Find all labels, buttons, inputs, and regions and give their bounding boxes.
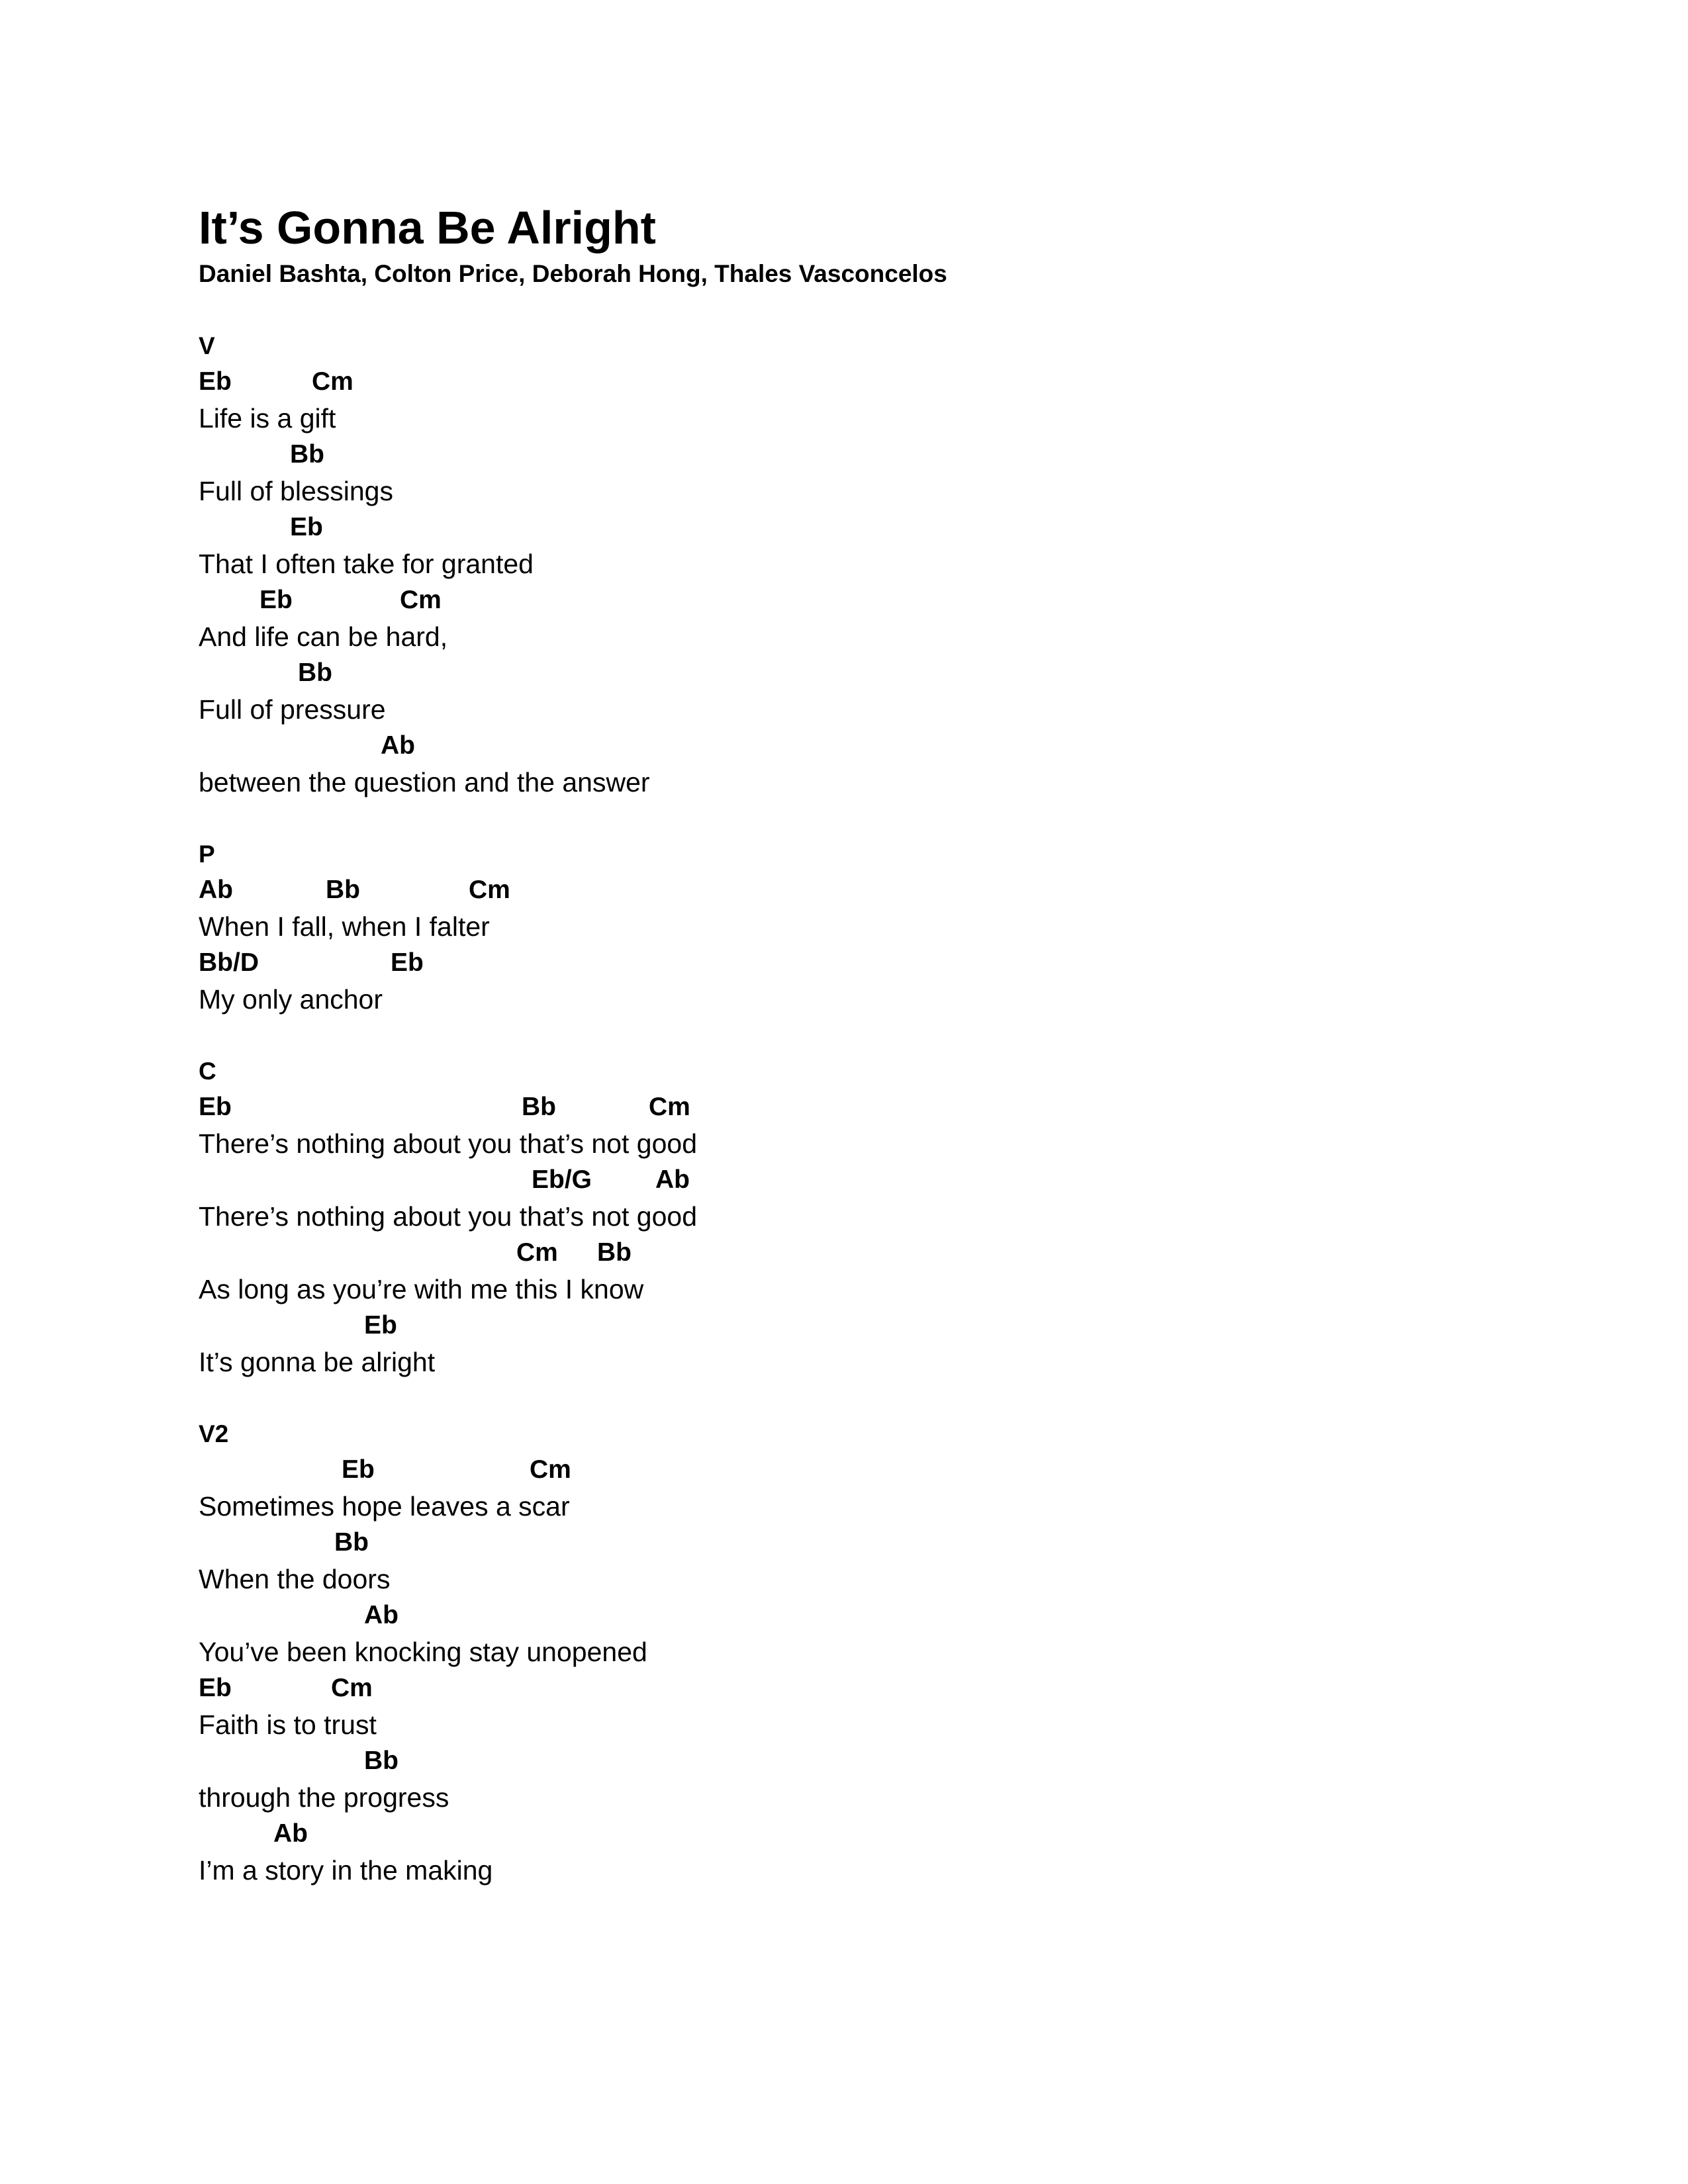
chord: Ab	[199, 876, 233, 904]
chord: Eb	[199, 1674, 232, 1702]
chord-line	[199, 1235, 1523, 1271]
section-verse	[199, 328, 1523, 801]
lyric-line: Full of pressure	[199, 694, 386, 725]
chord: Ab	[273, 1819, 308, 1848]
song-title: It’s Gonna Be Alright	[199, 202, 656, 253]
chord-line	[199, 510, 1523, 545]
chord-line	[199, 872, 1523, 908]
lyric-line: You’ve been knocking stay unopened	[199, 1637, 647, 1667]
chord: Cm	[312, 367, 353, 396]
chord: Bb	[290, 440, 324, 469]
chord-line	[199, 728, 1523, 764]
chord-line	[199, 364, 1523, 400]
lyric-line: And life can be hard,	[199, 621, 448, 652]
section-pre-chorus	[199, 837, 1523, 1018]
chord: Cm	[530, 1455, 571, 1484]
chord-line	[199, 1816, 1523, 1852]
lyric-line: Full of blessings	[199, 476, 393, 506]
lyric-line: My only anchor	[199, 984, 383, 1015]
section-label: V	[199, 332, 215, 359]
chord: Bb	[597, 1238, 632, 1267]
lyric-line: As long as you’re with me this I know	[199, 1274, 644, 1304]
lyric-line: That I often take for granted	[199, 549, 534, 579]
lyric-line: When the doors	[199, 1564, 391, 1594]
chord-line	[199, 1089, 1523, 1125]
section-label: V2	[199, 1420, 229, 1447]
chord: Bb	[326, 876, 360, 904]
chord: Bb	[334, 1528, 369, 1557]
chord: Bb/D	[199, 948, 259, 977]
chord-line	[199, 945, 1523, 981]
chord: Eb	[199, 1093, 232, 1121]
section-verse-2	[199, 1416, 1523, 1889]
chord: Eb	[199, 367, 232, 396]
chord-line	[199, 655, 1523, 691]
chord-line	[199, 1598, 1523, 1633]
chord: Cm	[400, 586, 442, 614]
chord: Bb	[522, 1093, 556, 1121]
lyric-line: through the progress	[199, 1782, 449, 1813]
song-sheet	[199, 199, 1523, 1925]
chord: Ab	[364, 1601, 399, 1629]
lyric-line: There’s nothing about you that’s not good	[199, 1128, 697, 1159]
chord: Ab	[655, 1165, 690, 1194]
lyric-line: I’m a story in the making	[199, 1855, 493, 1886]
lyric-line: Faith is to trust	[199, 1709, 377, 1740]
lyric-line: between the question and the answer	[199, 767, 650, 797]
chord: Eb	[290, 513, 323, 541]
chord: Cm	[649, 1093, 690, 1121]
chord-line	[199, 1308, 1523, 1343]
chord: Eb	[342, 1455, 375, 1484]
chord: Eb	[364, 1311, 397, 1340]
chord: Bb	[298, 659, 332, 687]
chord: Eb	[391, 948, 424, 977]
song-authors: Daniel Bashta, Colton Price, Deborah Hong, Thales Vasconcelos	[199, 260, 947, 287]
chord-line	[199, 582, 1523, 618]
song-body	[199, 328, 1523, 1889]
chord: Cm	[331, 1674, 373, 1702]
lyric-line: When I fall, when I falter	[199, 911, 490, 942]
chord: Cm	[516, 1238, 558, 1267]
chord: Bb	[364, 1747, 399, 1775]
lyric-line: It’s gonna be alright	[199, 1347, 436, 1377]
chord-line	[199, 1670, 1523, 1706]
section-label: P	[199, 841, 215, 868]
lyric-line: Sometimes hope leaves a scar	[199, 1491, 570, 1522]
chord: Eb	[259, 586, 293, 614]
section-label: C	[199, 1058, 216, 1085]
chord-line	[199, 1525, 1523, 1561]
section-chorus	[199, 1054, 1523, 1381]
lyric-line: There’s nothing about you that’s not good	[199, 1201, 697, 1232]
chord-line	[199, 1743, 1523, 1779]
chord: Eb/G	[532, 1165, 592, 1194]
lyric-line: Life is a gift	[199, 403, 336, 433]
chord-line	[199, 1162, 1523, 1198]
chord-line	[199, 1452, 1523, 1488]
chord-line	[199, 437, 1523, 473]
chord: Ab	[381, 731, 415, 760]
chord: Cm	[469, 876, 510, 904]
